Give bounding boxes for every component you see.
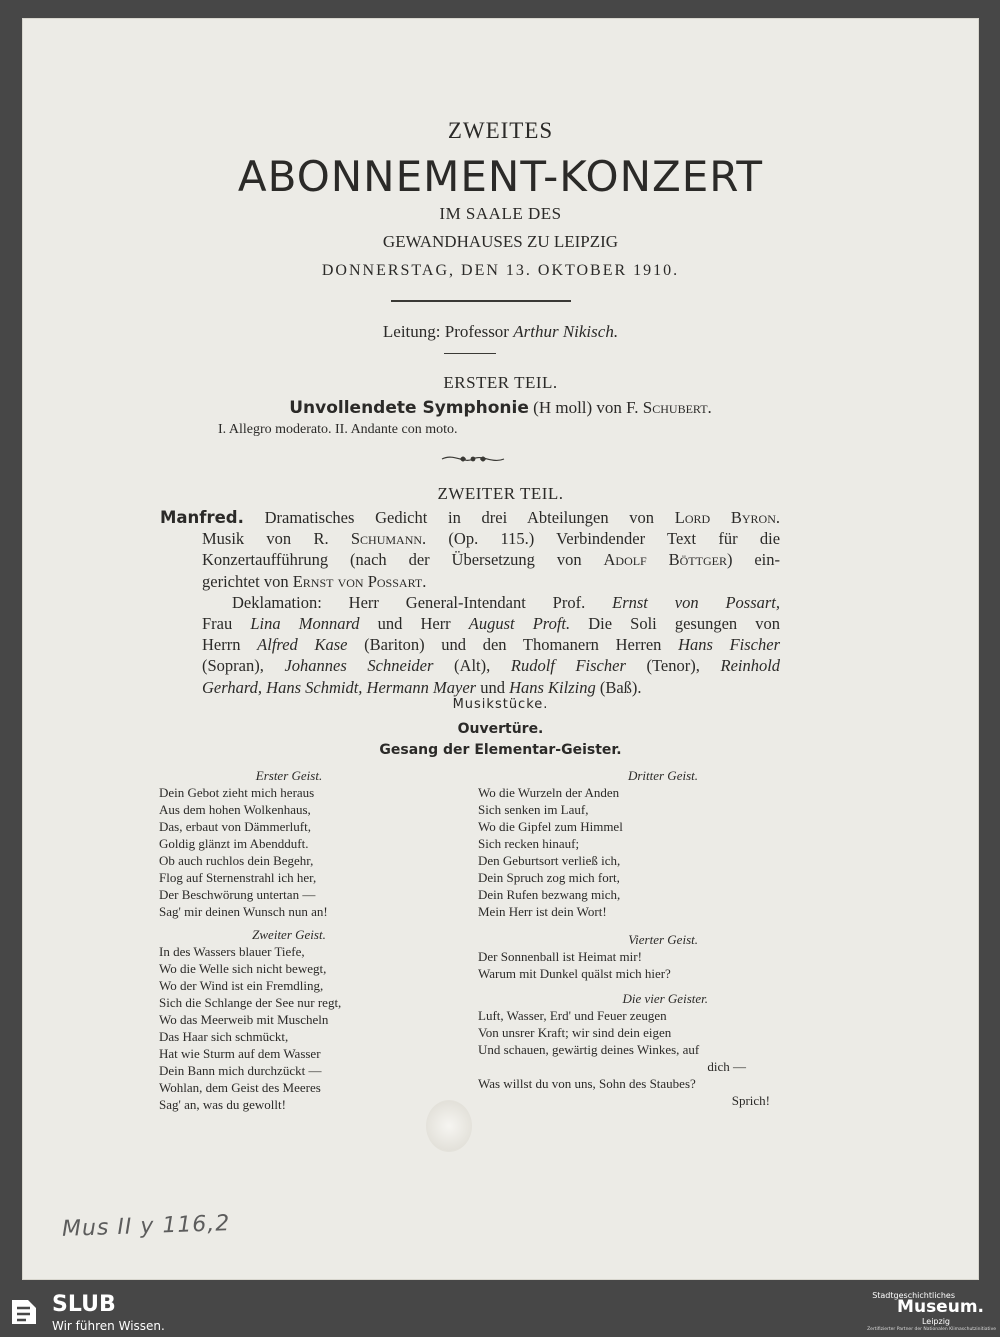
lyric-line: Sag' an, was du gewollt! [159,1097,286,1112]
text-span: Herrn [202,635,241,655]
manfred-line [160,677,780,698]
lyric-line: Den Geburtsort verließ ich, [478,853,621,868]
translator-boettger: Adolf Böttger [603,550,727,570]
spirit-heading: Die vier Geister. [622,991,708,1006]
lyric-line: Hat wie Sturm auf dem Wasser [159,1046,321,1061]
divider-rule [391,300,571,302]
performer-name: Hans Schmidt, [266,677,363,697]
performer-name: Hans Fischer [678,635,780,655]
performer-name: Ernst von Possart, [612,592,780,612]
lyric-line: Sich die Schlange der See nur regt, [159,995,342,1010]
lyric-line: Wohlan, dem Geist des Meeres [159,1080,321,1095]
lyric-line: Das Haar sich schmückt, [159,1029,289,1044]
lyrics-left-column [159,767,419,1113]
lyric-line: In des Wassers blauer Tiefe, [159,944,305,959]
part-two-heading: ZWEITER TEIL. [437,484,564,503]
title-pre: ZWEITES [447,118,554,143]
composer-schumann: Schumann. [350,529,427,549]
manfred-line [160,507,780,528]
text-span: (Alt), [454,656,491,676]
lyric-line: Wo die Gipfel zum Himmel [478,819,623,834]
lyric-line: Der Beschwörung untertan — [159,887,316,902]
lyric-line: Der Sonnenball ist Heimat mir! [478,949,642,964]
conductor-line [22,322,979,342]
lyric-line: Sich senken im Lauf, [478,802,589,817]
conductor-label: Leitung: Professor [382,322,509,341]
text-span: gerichtet von [202,571,289,591]
museum-name: Museum. [897,1297,984,1317]
lyric-line: Warum mit Dunkel quälst mich hier? [478,966,671,981]
ornament-icon [440,450,506,468]
venue-line-1: IM SAALE DES [439,204,562,223]
page-title: ABONNEMENT-KONZERT [237,152,764,201]
spirit-heading: Erster Geist. [255,768,323,783]
lyric-line: Sich recken hinauf; [478,836,580,851]
lyric-line: Mein Herr ist dein Wort! [478,904,607,919]
text-span: Frau [202,614,233,634]
text-span: (Baß). [599,677,642,697]
concert-date: DONNERSTAG, DEN 13. OKTOBER 1910. [321,262,680,279]
text-span: Die Soli gesungen von [588,614,780,634]
lyric-line: Dein Rufen bezwang mich, [478,887,621,902]
text-span: (Sopran), [202,656,264,676]
lyric-line: Sprich! [731,1093,770,1108]
lyric-line: Wo das Meerweib mit Muscheln [159,1012,329,1027]
lyric-line: Was willst du von uns, Sohn des Staubes? [478,1076,696,1091]
music-pieces-label: Musikstücke. [452,697,549,712]
manfred-line [160,528,780,549]
performer-name: Gerhard, [202,677,263,697]
slub-tagline: Wir führen Wissen. [52,1319,165,1333]
text-span: Deklamation: Herr General-Intendant Prof. [232,592,586,612]
museum-certificate: Zertifizierter Partner der Nationalen Klimaschutzinitiative [867,1327,996,1332]
text-span: (Tenor), [646,656,700,676]
text-span: (Bariton) und den Thomanern Herren [364,635,662,655]
manfred-line [160,592,780,613]
text-span: ) ein- [726,550,781,570]
part-one-work [22,398,979,418]
footer-bar [0,1288,1000,1337]
lyric-line: Luft, Wasser, Erd' und Feuer zeugen [478,1008,667,1023]
spirit-heading: Zweiter Geist. [252,927,326,942]
embossed-stamp-icon [426,1100,472,1152]
text-span: und Herr [377,614,451,634]
work-composer: Schubert. [642,398,712,417]
performer-name: Hans Kilzing [509,677,596,697]
manfred-line [160,571,780,592]
manfred-line [160,655,780,676]
spirit-heading: Vierter Geist. [628,932,698,947]
spirit-heading: Dritter Geist. [627,768,698,783]
museum-subtitle: Stadtgeschichtliches [872,1291,955,1300]
program-sheet [22,18,979,1280]
slub-logo-icon [8,1296,40,1328]
performer-name: August Proft. [468,614,571,634]
manfred-line [160,634,780,655]
performer-name: Rudolf Fischer [510,656,626,676]
text-span: und [480,677,505,697]
museum-city: Leipzig [921,1317,950,1326]
part-one-heading: ERSTER TEIL. [443,373,558,392]
lyric-line: Dein Spruch zog mich fort, [478,870,620,885]
manfred-title: Manfred. [160,508,244,527]
work-title: Unvollendete Symphonie [289,398,529,418]
movements: I. Allegro moderato. II. Andante con moto. [218,422,458,437]
lyric-line: Goldig glänzt im Abendduft. [159,836,309,851]
venue-line-2: GEWANDHAUSES ZU LEIPZIG [382,232,619,251]
short-rule [444,353,496,354]
performer-name: Alfred Kase [257,635,348,655]
conductor-name: Arthur Nikisch. [513,322,619,341]
lyric-line: Das, erbaut von Dämmerluft, [159,819,311,834]
manfred-description [160,507,780,698]
text-span: Musik von R. [202,529,329,549]
song-title: Gesang der Elementar-Geister. [379,742,622,758]
text-span: Dramatisches Gedicht in drei Abteilungen von [264,508,655,527]
performer-name: Hermann Mayer [366,677,477,697]
overture-title: Ouvertüre. [457,721,544,737]
performer-name: Johannes Schneider [284,656,434,676]
lyric-line: Sag' mir deinen Wunsch nun an! [159,904,328,919]
manfred-line [160,549,780,570]
manfred-line [160,613,780,634]
work-key: (H moll) von F. [533,398,639,417]
lyric-line: Von unsrer Kraft; wir sind dein eigen [478,1025,672,1040]
lyric-line: Ob auch ruchlos dein Begehr, [159,853,314,868]
lyric-line: Flog auf Sternenstrahl ich her, [159,870,317,885]
lyric-line: dich — [707,1059,746,1074]
lyric-line: Aus dem hohen Wolkenhaus, [159,802,311,817]
lyric-line: Dein Gebot zieht mich heraus [159,785,315,800]
text-span: Konzertaufführung (nach der Übersetzung von [202,550,582,570]
performer-name: Lina Monnard [250,614,360,634]
lyric-line: Wo die Wurzeln der Anden [478,785,620,800]
lyric-line: Wo der Wind ist ein Fremdling, [159,978,324,993]
editor-possart: Ernst von Possart. [292,571,427,591]
performer-name: Reinhold [720,656,781,676]
text-span: (Op. 115.) Verbindender Text für die [448,529,781,549]
lyric-line: Und schauen, gewärtig deines Winkes, auf [478,1042,700,1057]
lyric-line: Dein Bann mich durchzückt — [159,1063,322,1078]
lyrics-right-column [478,767,778,1109]
lyric-line: Wo die Welle sich nicht bewegt, [159,961,327,976]
shelfmark-handwritten: Mus II y 116,2 [61,1211,231,1242]
slub-name: SLUB [52,1292,116,1317]
author-byron: Lord Byron. [674,508,780,527]
